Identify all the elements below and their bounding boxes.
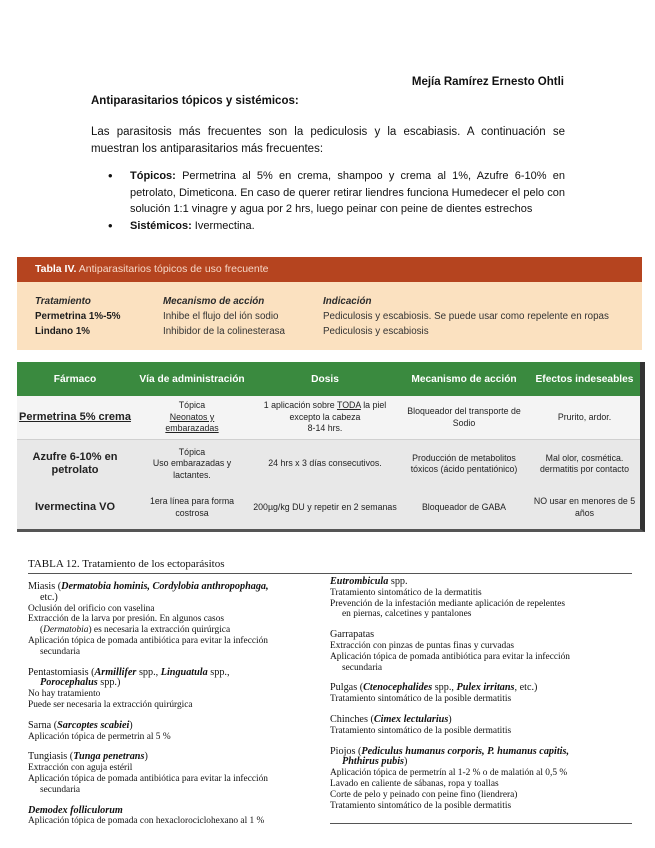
entry-line: Aplicación tópica de permetrin al 5 %	[28, 731, 171, 742]
cell: 200µg/kg DU y repetir en 2 semanas	[253, 501, 397, 512]
heading-text: Chinches (	[330, 713, 374, 725]
list-item	[330, 630, 632, 673]
divider	[28, 573, 632, 574]
table-row	[35, 324, 633, 339]
divider	[330, 823, 632, 824]
cell: 1era línea para forma costrosa	[149, 496, 235, 518]
species-name: Pediculus humanus corporis, P. humanus capitis,	[361, 745, 570, 757]
cell: Azufre 6-10% en petrolato	[32, 451, 118, 476]
heading-text: )	[129, 719, 133, 731]
entry-heading	[28, 582, 323, 593]
cell: NO usar en menores de 5 años	[533, 496, 636, 518]
list-item	[330, 747, 632, 812]
heading-text: spp.,	[432, 682, 457, 694]
table-row	[35, 309, 633, 324]
entry-line: No hay tratamiento	[28, 689, 101, 700]
header-cell: Efectos indeseables	[535, 373, 634, 385]
bullet-text: Ivermectina.	[191, 219, 255, 232]
tabla-iv-grid	[35, 294, 633, 339]
cell	[133, 440, 251, 488]
entry-line: Puede ser necesaria la extracción quirúrgica	[28, 699, 193, 710]
species-name: Eutrombicula	[330, 576, 389, 587]
entry-heading	[28, 678, 323, 689]
entry-line: (Dermatobia) es necesaria la extracción quirúrgica	[40, 625, 231, 636]
entry-line: secundaria	[342, 662, 383, 673]
entry-heading	[330, 577, 632, 588]
bullet-topicos	[108, 168, 565, 218]
author-name: Mejía Ramírez Ernesto Ohtli	[411, 76, 564, 88]
entry-line: Tratamiento sintomático de la posible dermatitis	[330, 725, 512, 736]
cell-line: 8-14 hrs.	[307, 423, 343, 434]
caption-label: Tabla IV.	[35, 263, 77, 275]
table-row	[17, 396, 640, 440]
cell: Permetrina 5% crema	[19, 411, 131, 423]
species-name: Sarcoptes scabiei	[57, 719, 130, 731]
entry-line: Aplicación tópica de pomada antibiótica para evitar la infección	[28, 773, 268, 784]
heading-text: Piojos (	[330, 745, 362, 757]
cell-line: Neonatos y	[169, 411, 215, 422]
entry-line: en piernas, calcetines y pantalones	[342, 609, 472, 620]
tabla-iv-caption	[17, 257, 642, 282]
heading-text: )	[404, 756, 408, 768]
bullet-label: Tópicos:	[130, 170, 176, 182]
entry-line: Extracción de la larva por presión. En algunos casos	[28, 614, 225, 625]
cell-line: lactantes.	[173, 469, 211, 480]
cell: Inhibidor de la colinesterasa	[163, 326, 285, 337]
entry-line: Oclusión del orificio con vaselina	[28, 603, 155, 614]
cell-line: Tópica	[178, 446, 206, 457]
cell: Ivermectina VO	[34, 501, 116, 513]
bullet-text: Permetrina al 5% en crema, shampoo y crema al 1%, Azufre 6-10% en petrolato, Dimeticona. En caso de querer retirar liendres funciona Humedecer el pelo con solución 1:1 vinagre y agua por 2 hrs, luego peinar con peine de dientes estrechos	[130, 170, 565, 215]
heading-text: spp.	[388, 576, 408, 587]
heading-text: Miasis (	[28, 581, 62, 592]
entry-heading	[330, 757, 632, 768]
list-item	[28, 668, 323, 711]
heading-text: spp.)	[97, 677, 121, 689]
entry-line: secundaria	[40, 784, 81, 795]
tabla-iv	[17, 257, 642, 350]
tabla-12-title: TABLA 12. Tratamiento de los ectoparásitos	[28, 558, 225, 570]
list-item	[330, 683, 632, 705]
entry-line: Prevención de la infestación mediante aplicación de repelentes	[330, 598, 566, 609]
header-cell: Fármaco	[53, 373, 97, 385]
cell-line: excepto la cabeza	[289, 411, 361, 422]
cell-text: TODA	[336, 400, 361, 411]
species-name: Tunga penetrans	[73, 751, 145, 763]
entry-line: Aplicación tópica de permetrín al 1-2 % o de malatión al 0,5 %	[330, 768, 568, 779]
entry-line: Tratamiento sintomático de la posible dermatitis	[330, 694, 512, 705]
species-name: Armillifer	[94, 666, 137, 678]
cell-text: la piel	[360, 400, 387, 411]
cell: Pediculosis y escabiosis	[323, 326, 429, 337]
bullet-list	[108, 168, 565, 234]
tabla-12-left-column	[28, 582, 323, 837]
entry-line: Aplicación tópica de pomada antibiótica para evitar la infección	[330, 651, 570, 662]
entry-line: Corte de pelo y peinado con peine fino (liendrera)	[330, 789, 518, 800]
tabla-iv-header-row	[35, 294, 633, 309]
species-name: Dermatobia hominis, Cordylobia anthropophaga,	[61, 581, 269, 592]
list-item	[28, 806, 323, 828]
tabla-12-right-column	[330, 577, 632, 821]
heading-text: spp.,	[136, 666, 161, 678]
list-item	[28, 721, 323, 743]
entry-line: Extracción con aguja estéril	[28, 763, 133, 774]
cell-line: Uso embarazadas y	[152, 458, 232, 469]
species-name: Porocephalus	[40, 677, 98, 689]
caption-text: Antiparasitarios tópicos de uso frecuente	[76, 263, 269, 275]
intro-paragraph: Las parasitosis más frecuentes son la pediculosis y la escabiasis. A continuación se muestran los antiparasitarios más frecuentes:	[91, 126, 565, 155]
list-item	[28, 752, 323, 795]
table-row	[17, 488, 640, 527]
species-name: Ctenocephalides	[363, 682, 433, 694]
cell: Prurito, ardor.	[557, 411, 612, 422]
entry-line: Aplicación tópica de pomada antibiótica para evitar la infección	[28, 635, 268, 646]
header-cell: Indicación	[323, 296, 372, 307]
cell-line: embarazadas	[165, 423, 219, 434]
header-cell: Tratamiento	[35, 296, 91, 307]
entry-heading	[330, 715, 632, 726]
species-name: Dermatobia	[43, 625, 89, 636]
entry-heading	[28, 721, 323, 732]
entry-heading	[28, 752, 323, 763]
bullet-label: Sistémicos:	[130, 219, 192, 232]
farmacos-header-row	[17, 362, 640, 396]
document-title: Antiparasitarios tópicos y sistémicos:	[91, 95, 299, 107]
heading-text: Tungiasis (	[28, 751, 74, 763]
species-name: Linguatula	[160, 666, 208, 678]
bullet-sistemicos	[108, 218, 565, 235]
cell-line: Tópica	[178, 400, 206, 411]
cell: Pediculosis y escabiosis. Se puede usar como repelente en ropas	[323, 311, 609, 322]
cell: Permetrina 1%-5%	[35, 311, 121, 322]
cell: Inhibe el flujo del ión sodio	[163, 311, 279, 322]
entry-line: secundaria	[40, 646, 81, 657]
heading-text: , etc.)	[514, 682, 538, 694]
heading-text: Sarna (	[28, 719, 58, 731]
entry-heading	[330, 683, 632, 694]
heading-text: etc.)	[40, 591, 58, 603]
species-name: Pulex irritans	[456, 682, 515, 694]
entry-heading: Garrapatas	[330, 629, 375, 641]
cell: Mal olor, cosmética. dermatitis por contacto	[540, 452, 629, 474]
cell: Bloqueador de GABA	[421, 501, 507, 512]
list-item	[330, 715, 632, 737]
heading-text: )	[144, 751, 148, 763]
heading-text: )	[448, 713, 452, 725]
cell	[133, 396, 251, 439]
entry-line: Tratamiento sintomático de la posible dermatitis	[330, 800, 512, 811]
table-row	[17, 440, 640, 488]
cell: Bloqueador del transporte de Sodio	[407, 406, 521, 428]
cell	[251, 396, 399, 439]
entry-text: ) es necesaria la extracción quirúrgica	[88, 625, 231, 636]
entry-line: Aplicación tópica de pomada con hexaclorociclohexano al 1 %	[28, 816, 265, 827]
heading-text: spp.,	[207, 666, 230, 678]
heading-text: Pulgas (	[330, 682, 364, 694]
header-cell: Mecanismo de acción	[163, 296, 265, 307]
header-cell: Vía de administración	[139, 373, 245, 385]
entry-heading	[28, 806, 323, 817]
cell: Lindano 1%	[35, 326, 90, 337]
cell: 24 hrs x 3 días consecutivos.	[268, 458, 382, 469]
entry-line: Tratamiento sintomático de la dermatitis	[330, 587, 482, 598]
cell-line	[264, 400, 386, 412]
header-cell: Dosis	[311, 373, 339, 385]
list-item	[28, 582, 323, 658]
cell: Producción de metabolitos tóxicos (ácido pentatiónico)	[410, 452, 518, 474]
farmacos-table	[17, 362, 645, 532]
entry-line: Extracción con pinzas de puntas finas y curvadas	[330, 640, 515, 651]
header-cell: Mecanismo de acción	[411, 373, 517, 385]
cell-text: 1 aplicación sobre	[263, 400, 337, 411]
species-name: Phthirus pubis	[342, 756, 405, 768]
species-name: Demodex folliculorum	[28, 804, 123, 816]
entry-line: Lavado en caliente de sábanas, ropa y toallas	[330, 778, 499, 789]
list-item	[330, 577, 632, 620]
heading-text: Pentastomiasis (	[28, 666, 95, 678]
species-name: Cimex lectularius	[373, 713, 449, 725]
